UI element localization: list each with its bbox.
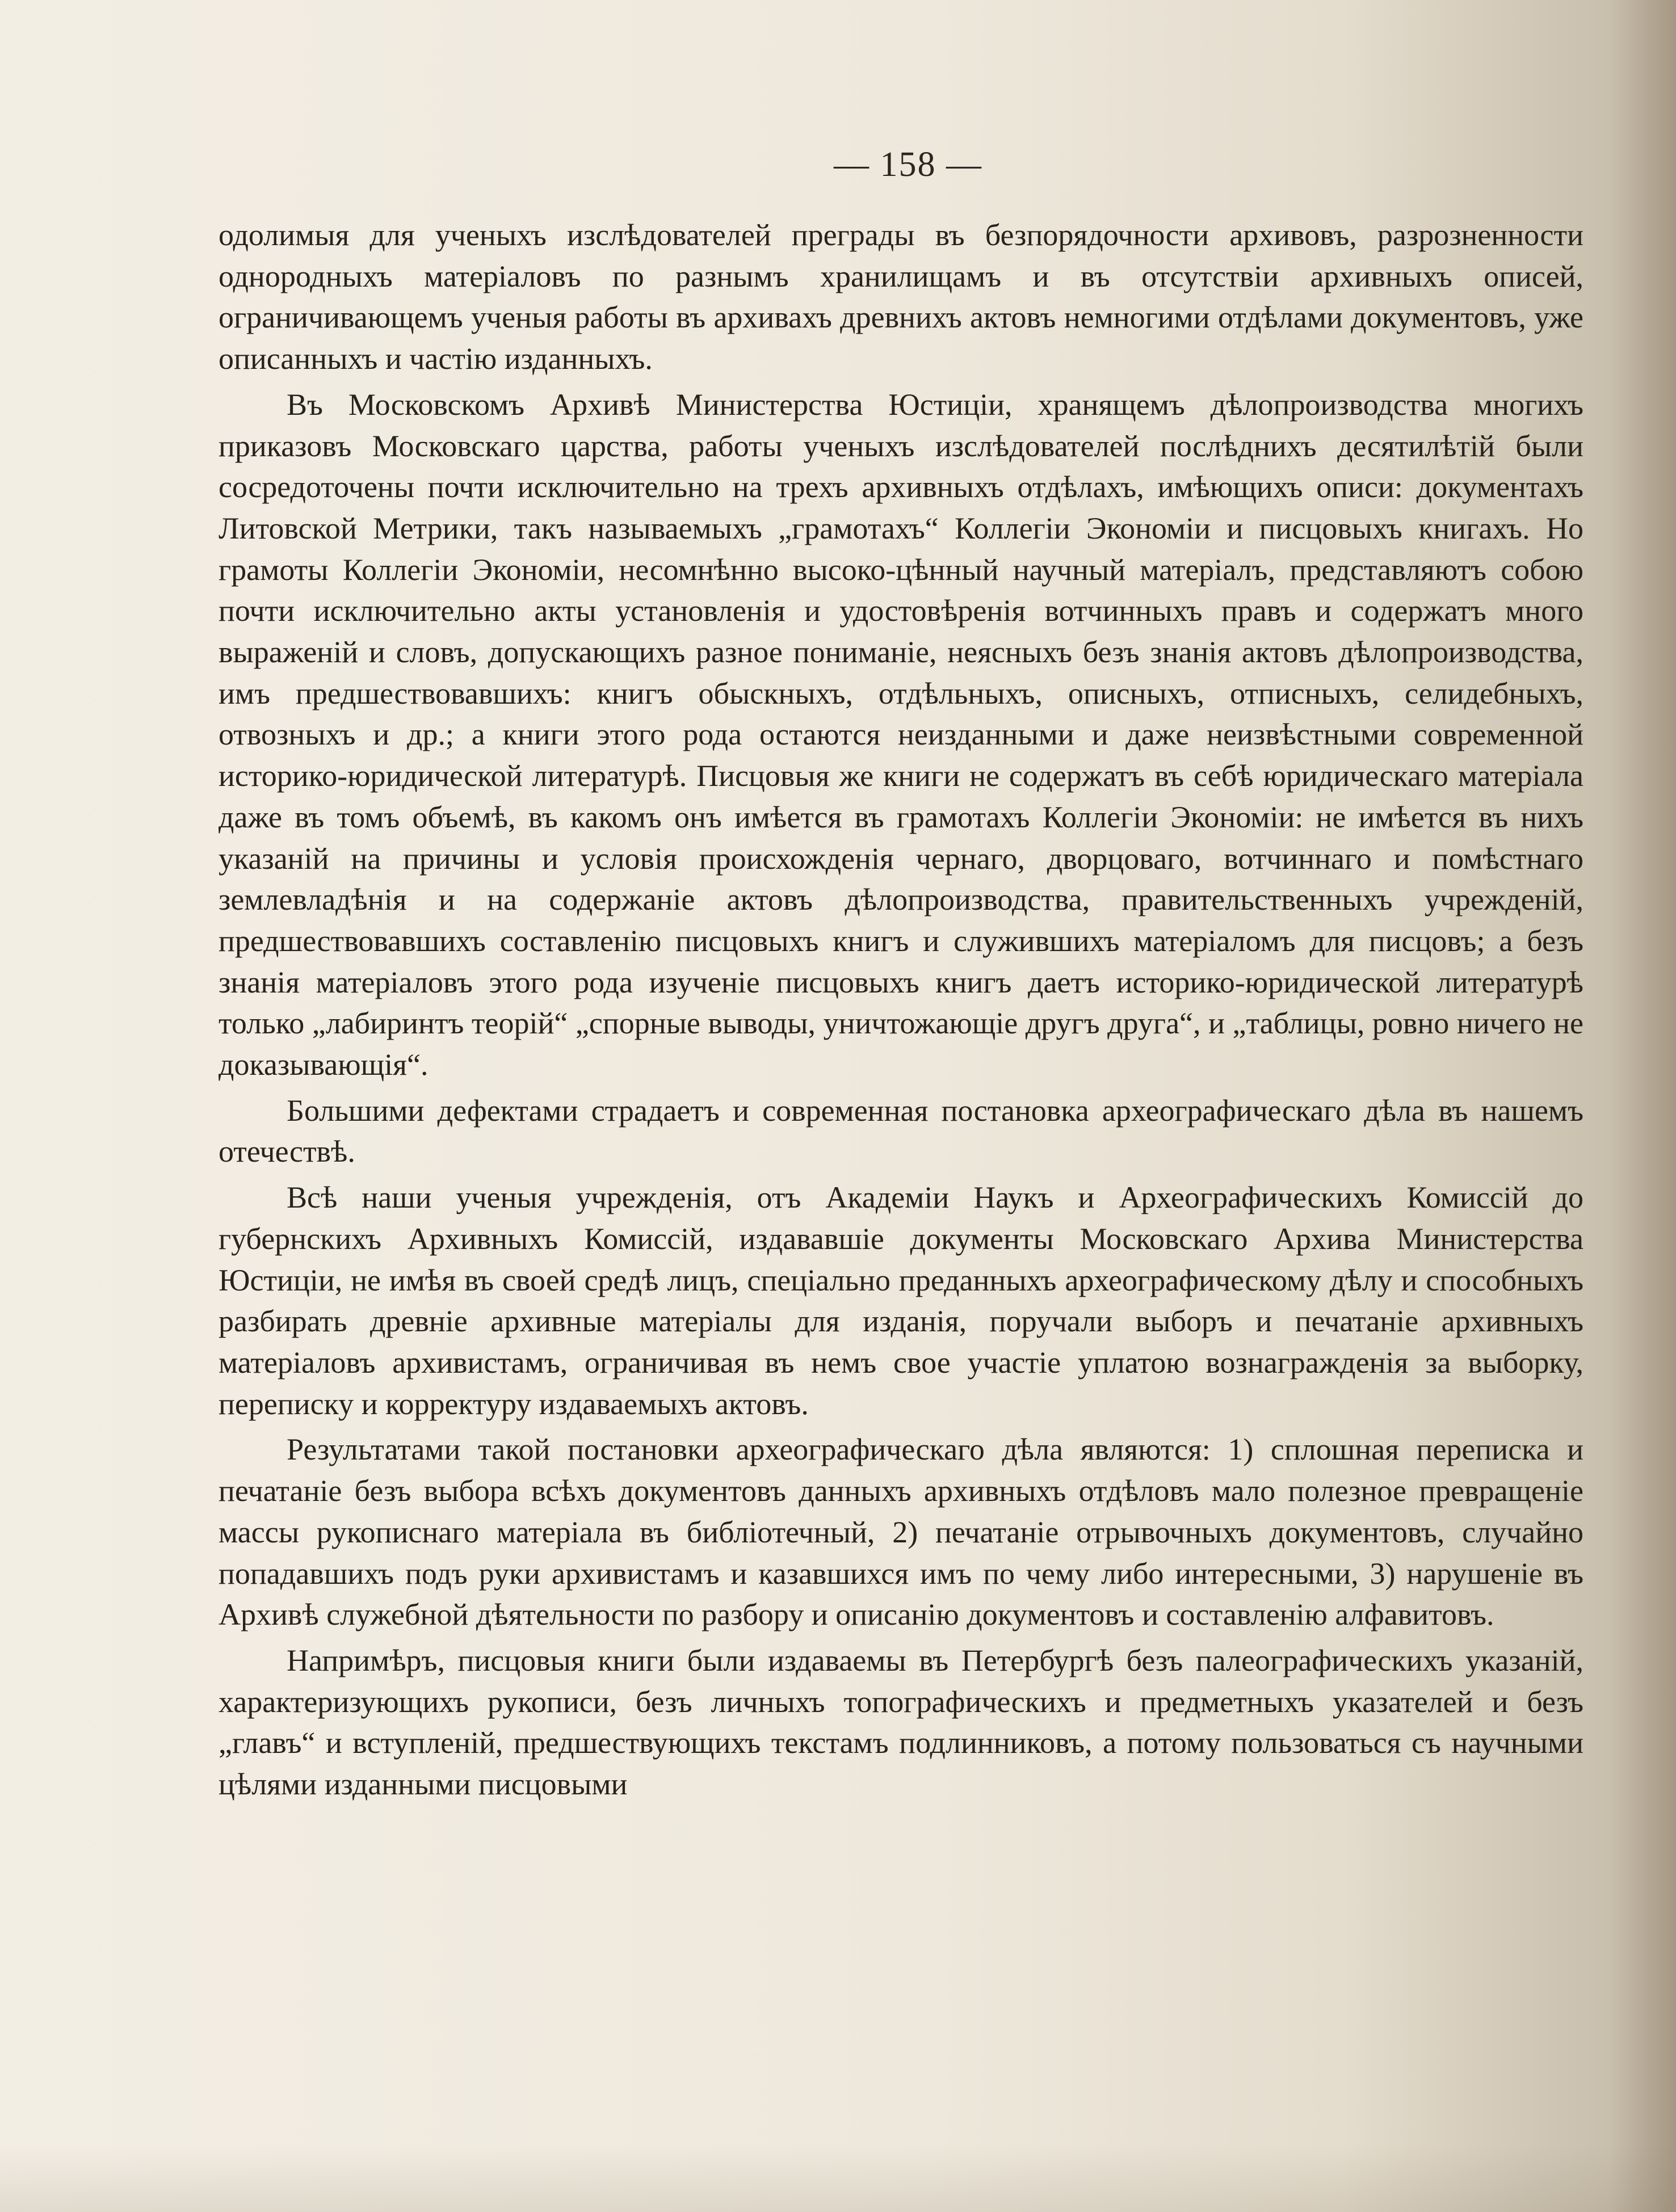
page-shadow xyxy=(0,2144,1676,2212)
page-number: — 158 — xyxy=(834,145,982,184)
paragraph-institutions: Всѣ наши ученыя учрежденія, отъ Академіи Наукъ и Археографическихъ Комиссій до губернскихъ Архивныхъ Комиссій, издававшіе документы Московскаго Архива Министерства Юстиціи, не имѣя въ своей средѣ лицъ, спеціально преданныхъ археографическому дѣлу и способныхъ разбирать древніе архивные матеріалы для изданія, поручали выборъ и печатаніе архивныхъ матеріаловъ архивистамъ, ограничивая въ немъ свое участіе уплатою вознагражденія за выборку, переписку и корректуру издаваемыхъ актовъ. xyxy=(219,1180,1583,1421)
body-text xyxy=(219,215,1583,1805)
paragraph-results: Результатами такой постановки археографическаго дѣла являются: 1) сплошная переписка и печатаніе безъ выбора всѣхъ документовъ данныхъ архивныхъ отдѣловъ мало полезное превращеніе массы рукописнаго матеріала въ библіотечный, 2) печатаніе отрывочныхъ документовъ, случайно попадавшихъ подъ руки архивистамъ и казавшихся имъ по чему либо интересными, 3) нарушеніе въ Архивѣ служебной дѣятельности по разбору и описанію документовъ и составленію алфавитовъ. xyxy=(219,1432,1583,1632)
paragraph-example: Напримѣръ, писцовыя книги были издаваемы въ Петербургѣ безъ палеографическихъ указаній, характеризующихъ рукописи, безъ личныхъ топографическихъ и предметныхъ указателей и безъ „главъ“ и вступленій, предшествующихъ текстамъ подлинниковъ, а потому пользоваться съ научными цѣлями изданными писцовыми xyxy=(219,1643,1583,1802)
paragraph-moscow-archive: Въ Московскомъ Архивѣ Министерства Юстиціи, хранящемъ дѣлопроизводства многихъ приказовъ Московскаго царства, работы ученыхъ изслѣдователей послѣднихъ десятилѣтій были сосредоточены почти исключительно на трехъ архивныхъ отдѣлахъ, имѣющихъ описи: документахъ Литовской Метрики, такъ называемыхъ „грамотахъ“ Коллегіи Экономіи и писцовыхъ книгахъ. Но грамоты Коллегіи Экономіи, несомнѣнно высоко-цѣнный научный матеріалъ, представляютъ собою почти исключительно акты установленія и удостовѣренія вотчинныхъ правъ и содержатъ много выраженій и словъ, допускающихъ разное пониманіе, неясныхъ безъ знанія актовъ дѣлопроизводства, имъ предшествовавшихъ: книгъ обыскныхъ, отдѣльныхъ, описныхъ, отписныхъ, селидебныхъ, отвозныхъ и др.; а книги этого рода остаются неизданными и даже неизвѣстными современной историко-юридической литературѣ. Писцовыя же книги не содержатъ въ себѣ юридическаго матеріала даже въ томъ объемѣ, въ какомъ онъ имѣется въ грамотахъ Коллегіи Экономіи: не имѣется въ нихъ указаній на причины и условія происхожденія чернаго, дворцоваго, вотчиннаго и помѣстнаго землевладѣнія и на содержаніе актовъ дѣлопроизводства, правительственныхъ учрежденій, предшествовавшихъ составленію писцовыхъ книгъ и служившихъ матеріаломъ для писцовъ; а безъ знанія матеріаловъ этого рода изученіе писцовыхъ книгъ даетъ историко-юридической литературѣ только „лабиринтъ теорій“ „спорные выводы, уничтожающіе другъ друга“, и „таблицы, ровно ничего не доказывающія“. xyxy=(219,387,1583,1082)
paragraph-continuation: одолимыя для ученыхъ изслѣдователей преграды въ безпорядочности архивовъ, разрозненности однородныхъ матеріаловъ по разнымъ хранилищамъ и въ отсутствіи архивныхъ описей, ограничивающемъ ученыя работы въ архивахъ древнихъ актовъ немногими отдѣлами документовъ, уже описанныхъ и частію изданныхъ. xyxy=(219,218,1583,376)
paragraph-defects: Большими дефектами страдаетъ и современная постановка археографическаго дѣла въ нашемъ отечествѣ. xyxy=(219,1093,1583,1169)
